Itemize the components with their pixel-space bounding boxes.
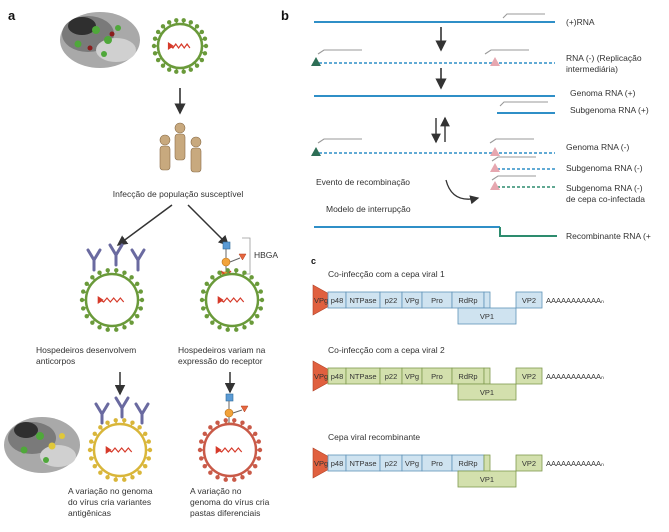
genome-segment-label: RdRp: [458, 296, 478, 305]
genome-row: [313, 432, 604, 487]
subgenome-minus-label: Subgenoma RNA (-): [566, 163, 643, 173]
genome-row-title: Co-infecção com a cepa viral 1: [328, 269, 445, 279]
vp2-label: VP2: [521, 459, 537, 468]
vp1-label: VP1: [479, 312, 495, 321]
genome-segment-label: NTPase: [349, 459, 377, 468]
genome-row: [313, 345, 604, 400]
panel-c: [311, 256, 604, 487]
start-marker-green: [311, 57, 321, 66]
recombinant-label: Recombinante RNA (+: [566, 231, 651, 241]
genome-segment-label: p48: [330, 296, 344, 305]
coinfected-subgenome-label-line2: de cepa co-infectada: [566, 194, 645, 204]
minus-rna-label-line2: intermediária): [566, 64, 618, 74]
vp2-label: VP2: [521, 296, 537, 305]
hbga-label: HBGA: [254, 250, 279, 260]
panel-b: [281, 8, 651, 241]
genome-segment-label: NTPase: [349, 296, 377, 305]
minus-rna-label-line1: RNA (-) (Replicação: [566, 53, 642, 63]
antibody-icons-bottom: [96, 398, 148, 423]
right-result-line2: genoma do vírus cria: [190, 497, 270, 507]
vpg-label: VPg: [314, 372, 329, 381]
genome-segment-label: p48: [330, 459, 344, 468]
right-branch-label-line1: Hospedeiros variam na: [178, 345, 266, 355]
left-branch-label-line1: Hospedeiros desenvolvem: [36, 345, 137, 355]
genome-row-title: Cepa viral recombinante: [328, 432, 421, 442]
genome-minus-label: Genoma RNA (-): [566, 142, 630, 152]
polya-tail: AAAAAAAAAAAₙ: [546, 296, 605, 305]
vpg-label: VPg: [314, 459, 329, 468]
template-switch-arrow: [446, 180, 478, 199]
variant-protein-structure: [4, 417, 80, 473]
people-icon: [160, 123, 201, 172]
right-result-line1: A variação no: [190, 486, 242, 496]
genome-segment-label: Pro: [431, 296, 443, 305]
left-branch-label-line2: anticorpos: [36, 356, 76, 366]
genome-segment-label: Pro: [431, 459, 443, 468]
subgenome-plus-label: Subgenoma RNA (+): [570, 105, 649, 115]
virus-particle-right: [200, 268, 264, 332]
genome-segment-label: p22: [384, 459, 398, 468]
vp1-label: VP1: [479, 388, 495, 397]
panel-a: [4, 8, 278, 518]
primer-arrow: [503, 14, 545, 18]
left-result-line1: A variação no genoma: [68, 486, 153, 496]
virus-particle-antigenic-variant: [88, 418, 152, 482]
panel-c-letter: c: [311, 256, 317, 266]
virus-particle-top: [152, 18, 208, 74]
interruption-model-label: Modelo de interrupção: [326, 204, 411, 214]
genome-segment-label: VPg: [404, 372, 420, 381]
population-label: Infecção de população susceptível: [112, 189, 244, 199]
panel-a-letter: a: [8, 8, 16, 23]
genome-segment-label: p22: [384, 372, 398, 381]
subgenomic-promoter-marker: [490, 57, 500, 66]
genome-segment-label: VPg: [404, 296, 420, 305]
recombination-event-label: Evento de recombinação: [316, 177, 411, 187]
left-result-line3: antigênicas: [68, 508, 112, 518]
right-branch-label-line2: expressão do receptor: [178, 356, 263, 366]
right-result-line3: pastas diferenciais: [190, 508, 261, 518]
polya-tail: AAAAAAAAAAAₙ: [546, 459, 605, 468]
antibody-icons-left: [88, 245, 144, 270]
panel-b-letter: b: [281, 8, 289, 23]
genome-segment-label: p48: [330, 372, 344, 381]
genome-row-title: Co-infecção com a cepa viral 2: [328, 345, 445, 355]
genome-segment-label: NTPase: [349, 372, 377, 381]
virus-particle-left: [80, 268, 144, 332]
virus-particle-receptor-variant: [198, 418, 262, 482]
genome-row: [313, 269, 604, 324]
left-result-line2: do vírus cria variantes: [68, 497, 152, 507]
plus-rna-label: (+)RNA: [566, 17, 595, 27]
vp2-label: VP2: [521, 372, 537, 381]
vpg-label: VPg: [314, 296, 329, 305]
genome-segment-label: VPg: [404, 459, 420, 468]
coinfected-subgenome-label-line1: Subgenoma RNA (-): [566, 183, 643, 193]
genome-segment-label: RdRp: [458, 372, 478, 381]
vp1-label: VP1: [479, 475, 495, 484]
genome-segment-label: RdRp: [458, 459, 478, 468]
polya-tail: AAAAAAAAAAAₙ: [546, 372, 605, 381]
genome-plus-label: Genoma RNA (+): [570, 88, 636, 98]
recombinant-strand-part2: [500, 227, 557, 236]
capsid-protein-structure: [60, 12, 140, 68]
genome-segment-label: p22: [384, 296, 398, 305]
genome-segment-label: Pro: [431, 372, 443, 381]
